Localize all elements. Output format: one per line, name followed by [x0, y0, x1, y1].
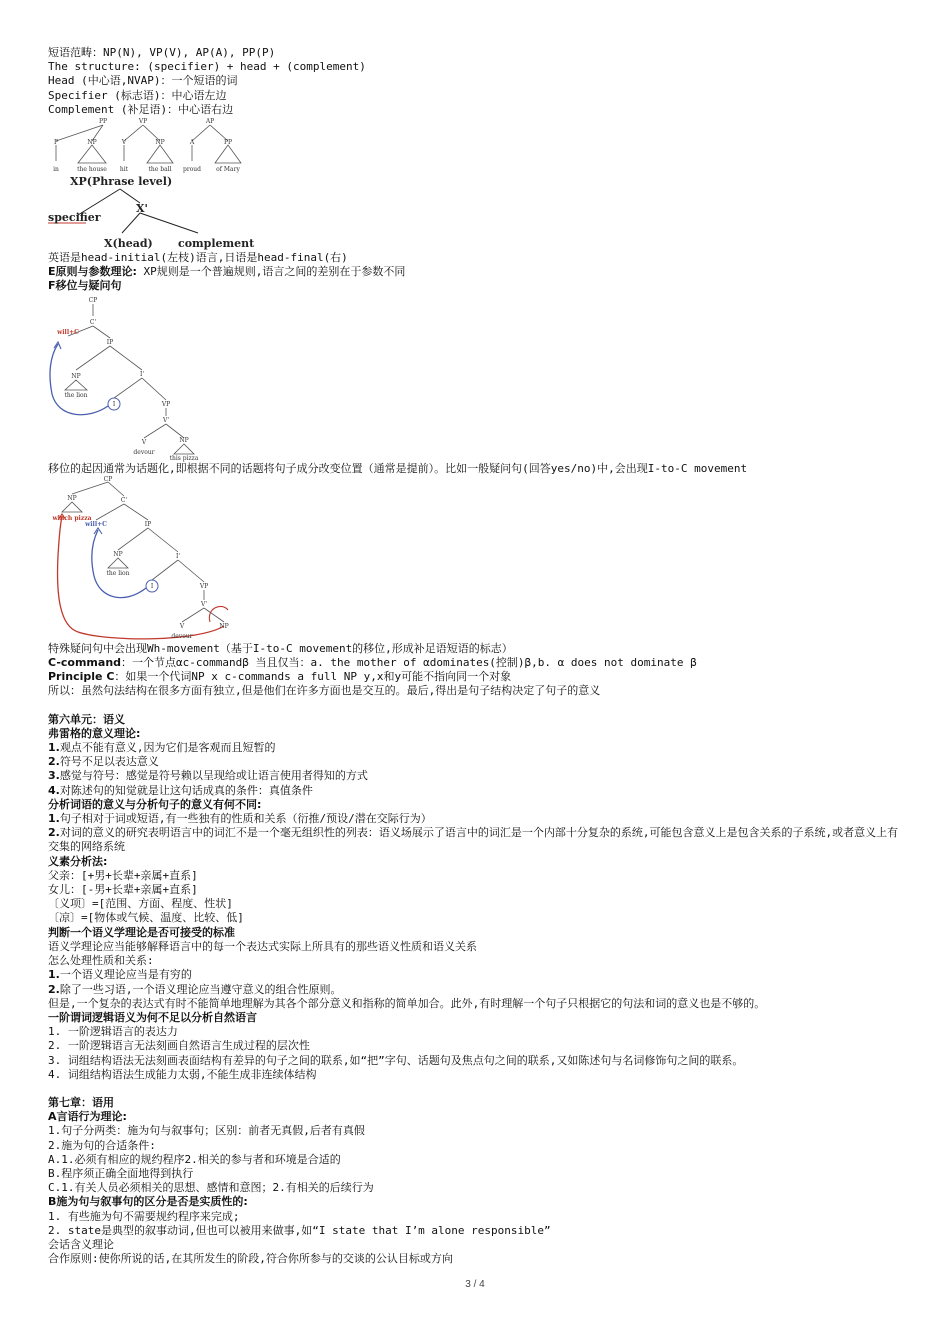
tree-label: CP: [103, 475, 113, 483]
tree-label: IP: [144, 520, 152, 528]
tree-label: I': [175, 552, 181, 560]
tree-label: PP: [223, 139, 233, 147]
page-number: 3 / 4: [465, 1279, 485, 1290]
tree-label: NP: [67, 494, 77, 502]
text-line: The structure: (specifier) + head + (complement): [48, 60, 366, 74]
list-item: 3. 词组结构语法无法刻画表面结构有差异的句子之间的联系,如“把”字句、话题句及焦点句之间的联系,又如陈述句与名词修饰句之间的联系。: [48, 1053, 744, 1067]
tree-label: VP: [161, 400, 171, 408]
tree-label: I: [112, 400, 116, 408]
tree-label: AP: [205, 118, 215, 126]
tree-label: which pizza: [52, 514, 92, 522]
list-item: 1. 一阶逻辑语言的表达力: [48, 1025, 178, 1039]
text-line: 所以：虽然句法结构在很多方面有独立,但是他们在许多方面也是交互的。最后,得出是句子结构决定了句子的意义: [48, 684, 601, 698]
text-line: A.1.必须有相应的规约程序2.相关的参与者和环境是合适的: [48, 1152, 341, 1166]
list-item: 1.观点不能有意义,因为它们是客观而且短暂的: [48, 741, 276, 755]
section-heading: F移位与疑问句: [48, 279, 122, 293]
wh-movement-tree: [48, 476, 248, 642]
text-line: 英语是head-initial(左枝)语言,日语是head-final(右): [48, 251, 348, 265]
tree-label: proud: [182, 166, 202, 174]
section-heading: 弗雷格的意义理论:: [48, 726, 141, 740]
text-line: 1.句子分两类：施为句与叙事句；区别：前者无真假,后者有真假: [48, 1124, 365, 1138]
text-line: 2. state是典型的叙事动词,但也可以被用来做事,如“I state that I’m alone responsible”: [48, 1223, 551, 1237]
tree-label: complement: [178, 237, 255, 251]
tree-label: C': [120, 496, 128, 504]
text-line: C.1.有关人员必须相关的思想、感情和意图；2.有相关的后续行为: [48, 1181, 374, 1195]
list-item: 4. 词组结构语法生成能力太弱,不能生成非连续体结构: [48, 1067, 317, 1081]
text-line: 移位的起因通常为话题化,即根据不同的话题将句子成分改变位置（通常是提前）。比如一般疑问句(回答yes/no)中,会出现I-to-C movement: [48, 461, 748, 475]
list-item: 3.感觉与符号：感觉是符号赖以呈现给或让语言使用者得知的方式: [48, 769, 368, 783]
tree-label: NP: [155, 139, 165, 147]
text-line: 1. 有些施为句不需要规约程序来完成;: [48, 1209, 240, 1223]
tree-label: VP: [138, 118, 148, 126]
section-heading: A言语行为理论:: [48, 1110, 127, 1124]
section-heading: 判断一个语义学理论是否可接受的标准: [48, 925, 235, 939]
unit-heading: 第七章：语用: [48, 1095, 114, 1109]
tree-label: CP: [88, 296, 98, 304]
tree-label: NP: [219, 622, 229, 630]
tree-label: V: [141, 438, 147, 446]
tree-label: V': [163, 416, 169, 424]
tree-label: the ball: [148, 166, 172, 174]
tree-label: the lion: [106, 569, 130, 577]
text-line: B.程序须正确全面地得到执行: [48, 1166, 194, 1180]
section-heading: 分析词语的意义与分析句子的意义有何不同:: [48, 797, 262, 811]
text-line: Principle C：如果一个代词NP x c-commands a full NP y,x和y可能不指向同一个对象: [48, 670, 512, 684]
tree-label: VP: [199, 582, 209, 590]
list-item: 2.除了一些习语,一个语义理论应当遵守意义的组合性原则。: [48, 982, 342, 996]
tree-label: devour: [133, 448, 155, 456]
text-line: Specifier (标志语)：中心语左边: [48, 88, 227, 102]
section-heading: 一阶谓词逻辑语义为何不足以分析自然语言: [48, 1010, 257, 1024]
tree-label: XP(Phrase level): [70, 175, 173, 189]
tree-label: I': [139, 370, 145, 378]
term-heading: C-command: [48, 656, 122, 670]
tree-label: X(head): [104, 237, 153, 251]
tree-label: will+C: [85, 520, 107, 528]
tree-label: I: [150, 582, 154, 590]
list-item: 4.对陈述句的知觉就是让这句话成真的条件：真值条件: [48, 783, 313, 797]
tree-label: V': [201, 600, 207, 608]
text-line: 语义学理论应当能够解释语言中的每一个表达式实际上所具有的那些语义性质和语义关系: [48, 939, 477, 953]
tree-label: IP: [106, 338, 114, 346]
tree-label: P: [53, 139, 59, 147]
tree-label: the house: [77, 166, 107, 174]
text-line: 怎么处理性质和关系:: [48, 954, 154, 968]
term-heading: Principle C: [48, 670, 115, 684]
section-heading: 义素分析法:: [48, 854, 108, 868]
list-item: 1.一个语义理论应当是有穷的: [48, 968, 192, 982]
text-line: E原则与参数理论: XP规则是一个普遍规则,语言之间的差别在于参数不同: [48, 265, 406, 279]
text-line: 父亲：[+男+长辈+亲属+直系]: [48, 868, 198, 882]
text-line: 但是,一个复杂的表达式有时不能简单地理解为其各个部分意义和指称的简单加合。此外,有时理解一个句子只根据它的句法和词的意义也是不够的。: [48, 996, 766, 1010]
tree-label: C': [89, 318, 97, 326]
text-line: 2.施为句的合适条件:: [48, 1138, 156, 1152]
tree-label: will+C: [57, 328, 79, 336]
tree-label: in: [53, 166, 59, 174]
phrase-trees-figure: [48, 117, 268, 175]
text-line: Head (中心语,NVAP)：一个短语的词: [48, 74, 238, 88]
tree-label: the lion: [64, 391, 88, 399]
i-to-c-movement-tree: [48, 294, 248, 462]
section-heading: B施为句与叙事句的区分是否是实质性的:: [48, 1195, 248, 1209]
list-item: 2. 一阶逻辑语言无法刻画自然语言生成过程的层次性: [48, 1039, 310, 1053]
tree-label: X': [136, 202, 148, 216]
text-line: 短语范畴：NP(N), VP(V), AP(A), PP(P): [48, 46, 276, 59]
tree-label: A: [189, 139, 195, 147]
tree-label: NP: [113, 550, 123, 558]
tree-label: hit: [119, 166, 129, 174]
text-line: 〔义项〕=[范围、方面、程度、性状]: [48, 897, 233, 911]
list-item: 2.符号不足以表达意义: [48, 755, 159, 769]
tree-label: NP: [179, 436, 189, 444]
xbar-schema-figure: [48, 175, 268, 251]
list-item: 2.对词的意义的研究表明语言中的词汇不是一个毫无组织性的列表：语义场展示了语言中的词汇是一个内部十分复杂的系统,可能包含意义上是包含关系的子系统,或者意义上有交集的网络系统: [48, 826, 899, 854]
list-item: 1.句子相对于词或短语,有一些独有的性质和关系（衍推/预设/潜在交际行为）: [48, 812, 432, 826]
tree-label: specifier: [48, 211, 101, 225]
text-line: C-command：一个节点αc-commandβ 当且仅当：a. the mother of αdominates(控制)β,b. α does not dominate β: [48, 656, 697, 670]
text-line: 合作原则:使你所说的话,在其所发生的阶段,符合你所参与的交谈的公认目标或方向: [48, 1252, 453, 1266]
tree-label: V: [179, 622, 185, 630]
tree-label: NP: [71, 372, 81, 380]
text-line: Complement (补足语)：中心语右边: [48, 102, 234, 116]
tree-label: PP: [98, 118, 108, 126]
text-line: 会话含义理论: [48, 1237, 114, 1251]
section-heading: E原则与参数理论:: [48, 265, 137, 279]
tree-label: NP: [87, 139, 97, 147]
text-line: 女儿：[-男+长辈+亲属+直系]: [48, 883, 198, 897]
tree-label: of Mary: [216, 166, 240, 174]
tree-label: V: [121, 139, 127, 147]
tree-label: this pizza: [169, 454, 199, 462]
document-page: [48, 46, 908, 1266]
text-line: 〔凉〕=[物体或气候、温度、比较、低]: [48, 911, 244, 925]
unit-heading: 第六单元：语义: [48, 712, 125, 726]
tree-label: devour: [171, 632, 193, 640]
text-line: 特殊疑问句中会出现Wh-movement（基于I-to-C movement的移位,形成补足语短语的标志）: [48, 641, 513, 655]
